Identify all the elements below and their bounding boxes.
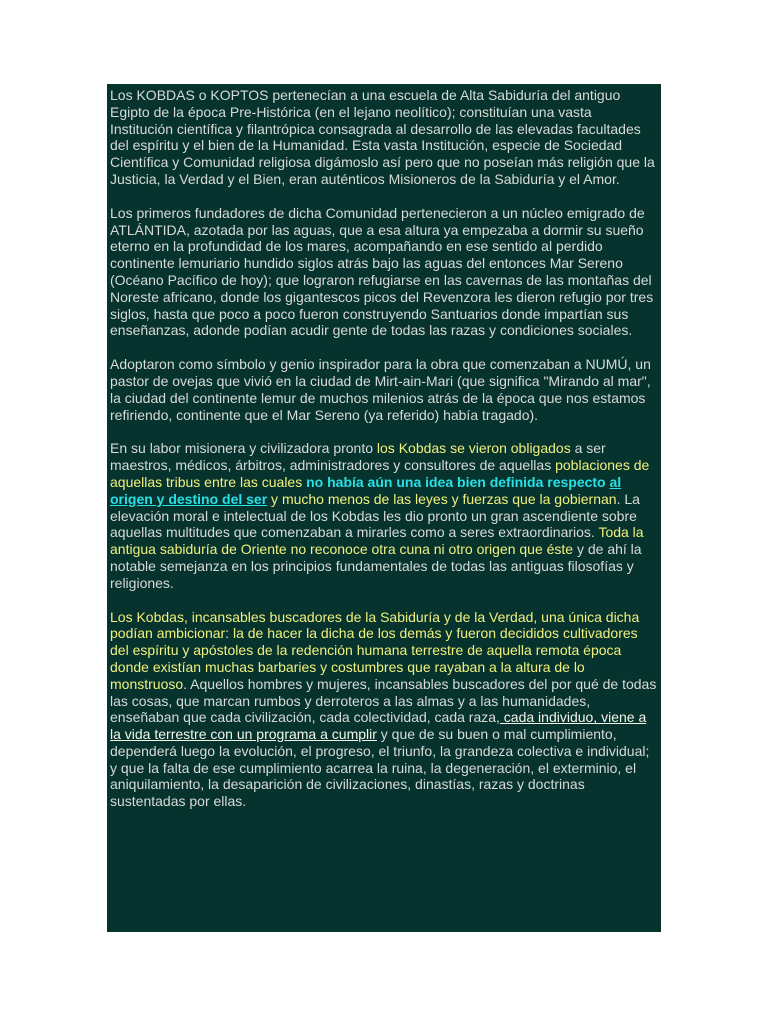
paragraph-5 [110, 609, 657, 811]
paragraph-4-text: En su labor misionera y civilizadora pronto [110, 440, 377, 457]
highlight-phrase: y [267, 490, 282, 507]
highlight-phrase: Toda la antigua sabiduría de Oriente no reconoce otra cuna ni otro origen que éste [110, 524, 644, 558]
paragraph-5-text: . Aquellos hombres y mujeres, incansables buscadores del por qué de todas las cosas, que marcan rumbos y derroteros a las almas y a las humanidades, enseñaban que cada civilización, cada colectividad, cada raza, [110, 675, 657, 726]
emphasis-underlined-phrase: al origen y destino del ser [110, 473, 622, 507]
highlight-phrase: mucho menos de las leyes y fuerzas que la gobiernan [281, 490, 617, 507]
highlight-phrase: los Kobdas se vieron obligados [376, 440, 571, 457]
emphasis-phrase: no había aún una idea bien definida respecto [306, 473, 610, 490]
underlined-phrase: cada individuo, viene a la vida terrestre con un programa a cumplir [110, 709, 647, 743]
highlight-phrase: Los Kobdas, incansables buscadores de la Sabiduría y de la Verdad, una única dicha podían ambicionar: la de hacer la dicha de los demás y fueron decididos cultivadores del espíritu y apóstoles de la redención humana terrestre de aquella remota época donde existían muchas barbaries y costumbres que rayaban a la altura de lo monstruoso [110, 608, 640, 692]
paragraph-1: Los KOBDAS o KOPTOS pertenecían a una escuela de Alta Sabiduría del antiguo Egipto de la época Pre-Histórica (en el lejano neolítico); constituían una vasta Institución científica y filantrópica consagrada al desarrollo de las elevadas facultades del espíritu y el bien de la Humanidad. Esta vasta Institución, especie de Sociedad Científica y Comunidad religiosa digámoslo así pero que no poseían más religión que la Justicia, la Verdad y el Bien, eran auténticos Misioneros de la Sabiduría y el Amor. [110, 87, 655, 187]
paragraph-3: Adoptaron como símbolo y genio inspirador para la obra que comenzaban a NUMÚ, un pastor de ovejas que vivió en la ciudad de Mirt-ain-Mari (que significa "Mirando al mar", la ciudad del continente lemur de muchos milenios atrás de la época que nos estamos refiriendo, continente que el Mar Sereno (ya referido) había tragado). [110, 356, 651, 423]
highlight-phrase: poblaciones de aquellas tribus entre las cuales [110, 457, 650, 490]
paragraph-4 [110, 440, 657, 591]
paragraph-4-text: a ser maestros, médicos, árbitros, administradores y consultores de aquellas [110, 440, 606, 474]
text-panel [107, 84, 661, 932]
paragraph-5-text: y que de su buen o mal cumplimiento, dependerá luego la evolución, el progreso, el triunfo, la grandeza colectiva e individual; y que la falta de ese cumplimiento acarrea la ruina, la degeneración, el exterminio, el aniquilamiento, la desaparición de civilizaciones, dinastías, razas y doctrinas sustentadas por ellas. [110, 726, 650, 810]
paragraph-4-text: . La elevación moral e intelectual de los Kobdas les dio pronto un gran ascendiente sobre aquellas multitudes que comenzaban a mirarles como a seres extraordinarios. [110, 490, 640, 541]
paragraph-2: Los primeros fundadores de dicha Comunidad pertenecieron a un núcleo emigrado de ATLÁNTIDA, azotada por las aguas, que a esa altura ya empezaba a dormir su sueño eterno en la profundidad de los mares, acompañando en ese sentido al perdido continente lemuriario hundido siglos atrás bajo las aguas del entonces Mar Sereno (Océano Pacífico de hoy); que lograron refugiarse en las cavernas de las montañas del Noreste africano, donde los gigantescos picos del Revenzora les dieron refugio por tres siglos, hasta que poco a poco fueron construyendo Santuarios donde impartían sus enseñanzas, adonde podían acudir gente de todas las razas y condiciones sociales. [110, 204, 654, 339]
paragraph-4-text: y de ahí la notable semejanza en los principios fundamentales de todas las antiguas filosofías y religiones. [110, 541, 642, 591]
